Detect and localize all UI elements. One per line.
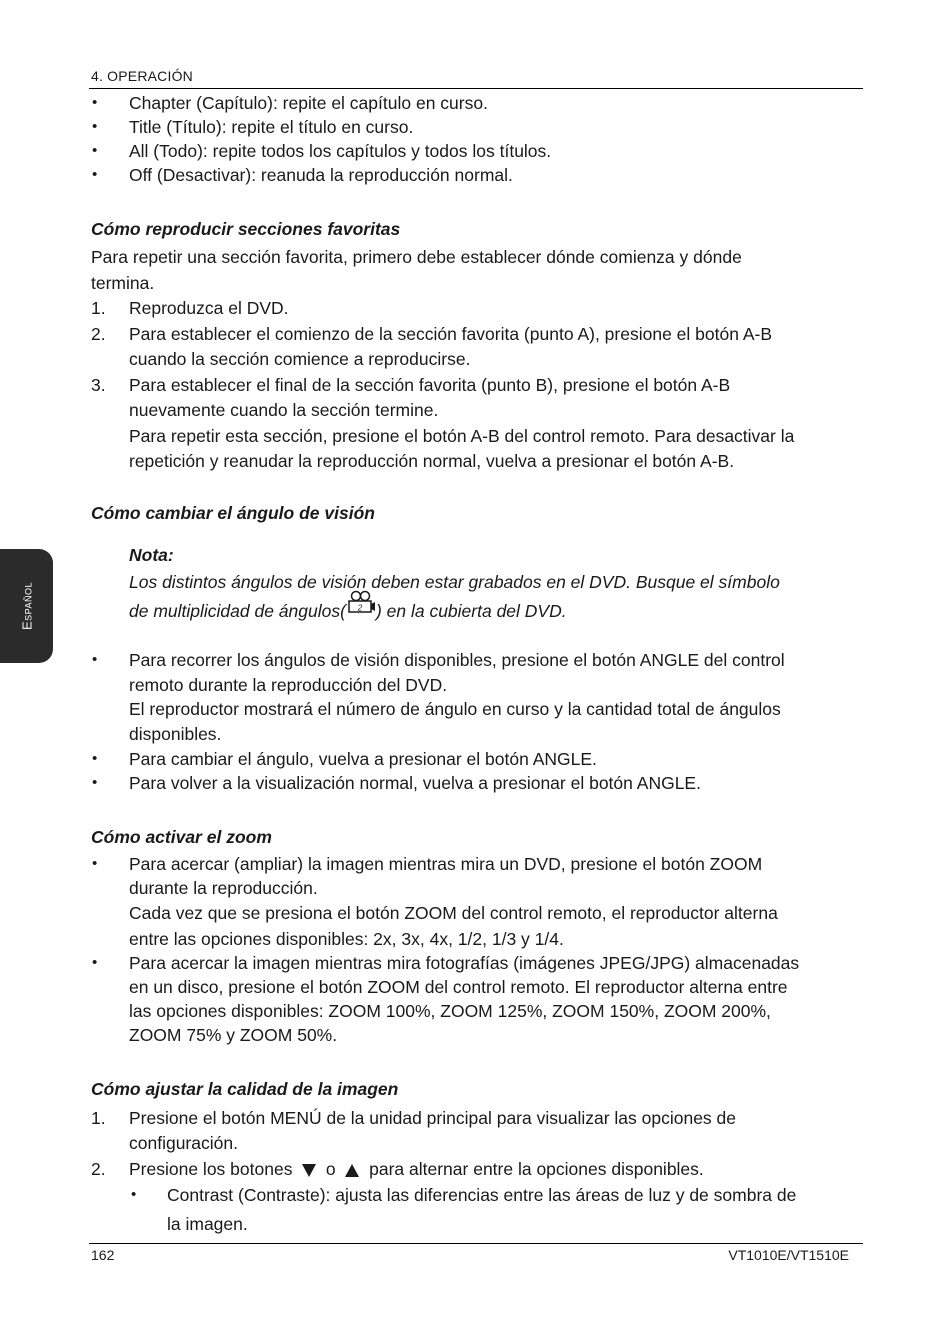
step-number: 2. [91, 1159, 106, 1179]
list-item: El reproductor mostrará el número de ángulo en curso y la cantidad total de ángulos [129, 699, 781, 719]
step-text: Para repetir esta sección, presione el botón A-B del control remoto. Para desactivar la [129, 426, 795, 446]
bullet-icon: • [131, 1186, 137, 1203]
bullet-icon: • [92, 750, 98, 767]
list-item: ZOOM 75% y ZOOM 50%. [129, 1025, 338, 1045]
list-item: Off (Desactivar): reanuda la reproducción normal. [129, 165, 513, 185]
step-text: Para establecer el final de la sección favorita (punto B), presione el botón A-B [129, 375, 731, 395]
favorites-intro: termina. [91, 273, 155, 293]
list-item: Para acercar (ampliar) la imagen mientras mira un DVD, presione el botón ZOOM [129, 854, 763, 874]
section-header: 4. OPERACIÓN [91, 68, 193, 84]
step-text: configuración. [129, 1133, 238, 1153]
bullet-icon: • [92, 166, 98, 183]
list-item: entre las opciones disponibles: 2x, 3x, 4x, 1/2, 1/3 y 1/4. [129, 929, 564, 949]
list-item: Cada vez que se presiona el botón ZOOM del control remoto, el reproductor alterna [129, 903, 778, 923]
list-item: All (Todo): repite todos los capítulos y todos los títulos. [129, 141, 552, 161]
step-text: Para establecer el comienzo de la sección favorita (punto A), presione el botón A-B [129, 324, 773, 344]
bullet-icon: • [92, 651, 98, 668]
up-triangle-icon [345, 1164, 359, 1177]
list-item: Para cambiar el ángulo, vuelva a presionar el botón ANGLE. [129, 749, 597, 769]
step-text: nuevamente cuando la sección termine. [129, 400, 439, 420]
list-item: Para recorrer los ángulos de visión disponibles, presione el botón ANGLE del control [129, 650, 785, 670]
note-text: de multiplicidad de ángulos( 2 ) en la cubierta del DVD. [129, 596, 567, 622]
list-item: disponibles. [129, 724, 222, 744]
svg-text:2: 2 [357, 603, 363, 613]
step-text: Presione los botones o para alternar entre la opciones disponibles. [129, 1159, 704, 1179]
list-item: Title (Título): repite el título en curso. [129, 117, 414, 137]
header-rule [89, 88, 863, 89]
bullet-icon: • [92, 855, 98, 872]
page-number: 162 [91, 1247, 115, 1263]
model-number: VT1010E/VT1510E [728, 1247, 849, 1263]
list-item: durante la reproducción. [129, 878, 318, 898]
favorites-intro: Para repetir una sección favorita, primero debe establecer dónde comienza y dónde [91, 247, 742, 267]
step-text: repetición y reanudar la reproducción normal, vuelva a presionar el botón A-B. [129, 451, 735, 471]
list-item: Para acercar la imagen mientras mira fotografías (imágenes JPEG/JPG) almacenadas [129, 953, 800, 973]
bullet-icon: • [92, 142, 98, 159]
language-side-tab-label: Español [19, 581, 35, 631]
sub-list-item: Contrast (Contraste): ajusta las diferencias entre las áreas de luz y de sombra de [167, 1185, 797, 1205]
list-item: Chapter (Capítulo): repite el capítulo en curso. [129, 93, 488, 113]
step-text: cuando la sección comience a reproducirse. [129, 349, 471, 369]
step-text: Presione el botón MENÚ de la unidad principal para visualizar las opciones de [129, 1108, 737, 1128]
bullet-icon: • [92, 94, 98, 111]
step-number: 1. [91, 1108, 106, 1128]
note-title: Nota: [129, 545, 174, 565]
list-item: las opciones disponibles: ZOOM 100%, ZOOM 125%, ZOOM 150%, ZOOM 200%, [129, 1001, 771, 1021]
step-number: 3. [91, 375, 106, 395]
down-triangle-icon [302, 1164, 316, 1177]
angle-heading: Cómo cambiar el ángulo de visión [91, 503, 375, 523]
zoom-heading: Cómo activar el zoom [91, 827, 272, 847]
step-number: 2. [91, 324, 106, 344]
list-item: Para volver a la visualización normal, vuelva a presionar el botón ANGLE. [129, 773, 701, 793]
quality-heading: Cómo ajustar la calidad de la imagen [91, 1079, 399, 1099]
multi-angle-camera-icon [346, 596, 376, 616]
note-text: Los distintos ángulos de visión deben estar grabados en el DVD. Busque el símbolo [129, 572, 780, 592]
list-item: en un disco, presione el botón ZOOM del control remoto. El reproductor alterna entre [129, 977, 788, 997]
bullet-icon: • [92, 954, 98, 971]
list-item: remoto durante la reproducción del DVD. [129, 675, 448, 695]
bullet-icon: • [92, 118, 98, 135]
step-number: 1. [91, 298, 106, 318]
favorites-heading: Cómo reproducir secciones favoritas [91, 219, 401, 239]
sub-list-item: la imagen. [167, 1214, 248, 1234]
footer-rule [89, 1243, 863, 1244]
bullet-icon: • [92, 774, 98, 791]
step-text: Reproduzca el DVD. [129, 298, 289, 318]
